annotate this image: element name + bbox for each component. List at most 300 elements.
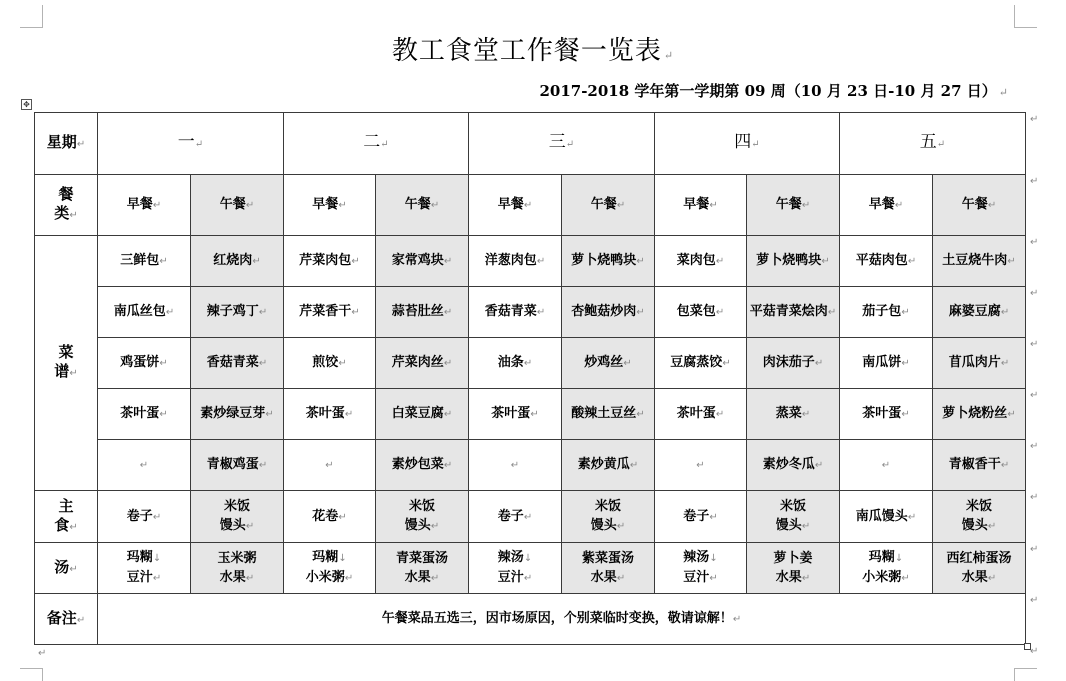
paragraph-mark: ↵ bbox=[430, 521, 440, 532]
day-header[interactable] bbox=[98, 113, 284, 175]
staple-item: 南瓜馒头 bbox=[855, 508, 908, 524]
staple-cell[interactable] bbox=[376, 491, 469, 543]
dish-name: 茄子包 bbox=[862, 304, 902, 319]
meal-label: 午餐 bbox=[404, 197, 431, 212]
soup-cell[interactable] bbox=[469, 543, 562, 594]
dish-cell[interactable] bbox=[840, 440, 933, 491]
staple-item: 馒头 bbox=[219, 518, 246, 533]
row-label-text: 食 bbox=[54, 515, 70, 534]
dish-cell[interactable] bbox=[98, 440, 191, 491]
staple-line bbox=[193, 516, 281, 536]
page-corner-bottom-left bbox=[20, 668, 43, 681]
paragraph-mark: ↵ bbox=[443, 460, 453, 471]
paragraph-mark: ↵ bbox=[709, 573, 718, 584]
soup-cell[interactable] bbox=[840, 543, 933, 594]
staple-line bbox=[378, 497, 466, 516]
paragraph-mark: ↵ bbox=[152, 573, 162, 584]
soup-line bbox=[842, 568, 930, 588]
dish-name: 素炒包菜 bbox=[391, 457, 444, 472]
paragraph-mark: ↵ bbox=[709, 511, 718, 523]
row-end-mark: ↵ bbox=[1030, 237, 1039, 248]
day-header[interactable] bbox=[655, 113, 840, 175]
paragraph-mark: ↵ bbox=[258, 307, 268, 318]
soup-cell[interactable] bbox=[284, 543, 376, 594]
soup-cell[interactable] bbox=[933, 543, 1026, 594]
dish-cell[interactable] bbox=[376, 440, 469, 491]
paragraph-mark: ↵ bbox=[1007, 409, 1016, 420]
lunch-header[interactable] bbox=[747, 175, 840, 236]
breakfast-header[interactable] bbox=[655, 175, 747, 236]
dish-cell[interactable] bbox=[747, 236, 840, 287]
paragraph-mark: ↵ bbox=[751, 139, 760, 150]
row-label-line bbox=[37, 362, 95, 383]
dish-cell[interactable] bbox=[376, 338, 469, 389]
table-row bbox=[35, 389, 1026, 440]
paragraph-mark: ↵ bbox=[245, 572, 255, 584]
staple-cell[interactable] bbox=[284, 491, 376, 543]
note-text: 午餐菜品五选三，因市场原因，个别菜临时变换，敬请谅解！ bbox=[381, 611, 733, 626]
paragraph-mark: ↵ bbox=[338, 200, 347, 211]
row-label-line bbox=[37, 558, 95, 579]
staple-item: 花卷 bbox=[312, 508, 339, 524]
dish-name: 茶叶蛋 bbox=[305, 406, 345, 421]
dish-cell[interactable] bbox=[840, 389, 933, 440]
lunch-header[interactable] bbox=[191, 175, 284, 236]
week-subtitle[interactable] bbox=[539, 80, 1008, 101]
soup-line bbox=[193, 549, 281, 568]
page-corner-top-left bbox=[20, 5, 43, 28]
row-label-text: 备注 bbox=[46, 608, 77, 627]
staple-cell[interactable] bbox=[98, 491, 191, 543]
paragraph-mark: ↵ bbox=[636, 409, 645, 420]
staple-item: 馒头 bbox=[961, 518, 988, 533]
meal-label: 午餐 bbox=[590, 197, 617, 212]
paragraph-mark: ↵ bbox=[443, 409, 453, 420]
dish-cell[interactable] bbox=[562, 338, 655, 389]
dish-cell[interactable] bbox=[562, 287, 655, 338]
staple-cell[interactable] bbox=[747, 491, 840, 543]
paragraph-mark: ↵ bbox=[722, 358, 731, 369]
note-cell[interactable] bbox=[98, 594, 1026, 645]
paragraph-mark: ↵ bbox=[523, 573, 533, 584]
soup-item: 水果 bbox=[590, 569, 617, 585]
dish-cell[interactable] bbox=[284, 287, 376, 338]
dish-cell[interactable] bbox=[840, 338, 933, 389]
paragraph-mark: ↵ bbox=[636, 256, 645, 267]
staple-line bbox=[378, 516, 466, 536]
soup-line bbox=[378, 568, 466, 588]
row-end-mark: ↵ bbox=[1030, 646, 1039, 657]
staple-item: 米饭 bbox=[779, 499, 806, 514]
row-label-line bbox=[37, 516, 95, 537]
dish-cell[interactable] bbox=[933, 287, 1026, 338]
row-end-mark: ↵ bbox=[1030, 595, 1039, 606]
staple-line bbox=[564, 497, 652, 516]
dish-name: 炒鸡丝 bbox=[584, 355, 624, 370]
dish-cell[interactable] bbox=[376, 236, 469, 287]
staple-item: 馒头 bbox=[775, 518, 802, 533]
paragraph-mark: ↵ bbox=[344, 409, 354, 420]
dish-cell[interactable] bbox=[98, 389, 191, 440]
dish-name: 茶叶蛋 bbox=[120, 406, 160, 421]
meal-label: 午餐 bbox=[775, 197, 802, 212]
row-label-line bbox=[37, 133, 95, 154]
day-header[interactable] bbox=[469, 113, 655, 175]
paragraph-mark: ↵ bbox=[430, 572, 440, 584]
soup-cell[interactable] bbox=[655, 543, 747, 594]
dish-name: 酸辣土豆丝 bbox=[571, 406, 637, 421]
paragraph-mark: ↵ bbox=[881, 460, 891, 471]
dish-cell[interactable] bbox=[747, 287, 840, 338]
soup-line bbox=[935, 568, 1023, 588]
menu-table bbox=[34, 112, 1026, 645]
dish-name: 芹菜肉包 bbox=[299, 253, 352, 268]
staple-item: 米饭 bbox=[965, 499, 992, 514]
dish-cell[interactable] bbox=[469, 236, 562, 287]
paragraph-mark: ↵ bbox=[76, 139, 86, 150]
dish-name: 包菜包 bbox=[676, 304, 716, 319]
dish-name: 茶叶蛋 bbox=[862, 406, 902, 421]
paragraph-mark: ↵ bbox=[443, 256, 453, 267]
soup-item: 辣汤 bbox=[683, 550, 710, 565]
soup-line bbox=[749, 568, 837, 588]
soup-item: 豆汁 bbox=[126, 570, 153, 585]
breakfast-header[interactable] bbox=[98, 175, 191, 236]
soup-cell[interactable] bbox=[191, 543, 284, 594]
row-label-text: 餐 bbox=[58, 185, 74, 203]
meal-label: 早餐 bbox=[126, 197, 153, 212]
staple-cell[interactable] bbox=[562, 491, 655, 543]
staple-line bbox=[935, 497, 1023, 516]
dish-cell[interactable] bbox=[747, 389, 840, 440]
dish-cell[interactable] bbox=[191, 287, 284, 338]
paragraph-mark: ↵ bbox=[344, 573, 354, 584]
page-corner-bottom-right bbox=[1014, 668, 1037, 681]
dish-cell[interactable] bbox=[191, 236, 284, 287]
dish-cell[interactable] bbox=[98, 287, 191, 338]
dish-name: 素炒冬瓜 bbox=[762, 457, 815, 472]
row-label-text: 主 bbox=[58, 496, 74, 515]
paragraph-mark: ↵ bbox=[510, 460, 520, 471]
soup-item: 豆汁 bbox=[683, 570, 710, 585]
paragraph-mark: ↵ bbox=[443, 307, 453, 318]
dish-name: 鸡蛋饼 bbox=[120, 355, 160, 370]
soup-item: 玛糊 bbox=[126, 550, 153, 565]
paragraph-mark: ↵ bbox=[380, 139, 389, 150]
dish-name: 蒸菜 bbox=[775, 406, 802, 421]
paragraph-mark: ↵ bbox=[351, 307, 360, 318]
soup-line bbox=[286, 548, 373, 568]
line-break-mark: ↓ bbox=[523, 553, 533, 564]
soup-line bbox=[842, 548, 930, 568]
soup-line bbox=[193, 568, 281, 588]
soup-line bbox=[471, 548, 559, 568]
row-label-text: 汤 bbox=[54, 557, 70, 576]
staple-cell[interactable] bbox=[933, 491, 1026, 543]
dish-name: 芹菜香干 bbox=[299, 304, 352, 319]
paragraph-mark: ↵ bbox=[139, 460, 149, 471]
paragraph-mark: ↵ bbox=[523, 358, 533, 369]
breakfast-header[interactable] bbox=[840, 175, 933, 236]
soup-cell[interactable] bbox=[98, 543, 191, 594]
paragraph-mark: ↵ bbox=[814, 358, 824, 369]
paragraph-mark: ↵ bbox=[69, 521, 78, 533]
dish-name: 白菜豆腐 bbox=[391, 406, 444, 421]
day-header[interactable] bbox=[284, 113, 469, 175]
paragraph-mark: ↵ bbox=[69, 563, 78, 575]
breakfast-header[interactable] bbox=[284, 175, 376, 236]
staple-item: 卷子 bbox=[683, 508, 710, 524]
staple-line bbox=[471, 507, 559, 527]
dish-cell[interactable] bbox=[655, 389, 747, 440]
dish-cell[interactable] bbox=[655, 236, 747, 287]
soup-cell[interactable] bbox=[562, 543, 655, 594]
table-move-handle-icon[interactable]: ✥ bbox=[21, 99, 32, 110]
lunch-header[interactable] bbox=[562, 175, 655, 236]
staple-line bbox=[286, 507, 373, 527]
row-end-mark: ↵ bbox=[1030, 492, 1039, 503]
soup-line bbox=[100, 568, 188, 588]
paragraph-mark: ↵ bbox=[987, 521, 997, 532]
table-row bbox=[35, 175, 1026, 236]
line-break-mark: ↓ bbox=[709, 553, 718, 564]
soup-line bbox=[657, 568, 744, 588]
soup-line bbox=[564, 549, 652, 568]
paragraph-mark: ↵ bbox=[636, 307, 645, 318]
dish-name: 香菇青菜 bbox=[484, 304, 537, 319]
paragraph-mark: ↵ bbox=[523, 511, 533, 523]
dish-name: 南瓜丝包 bbox=[113, 304, 166, 319]
dish-cell[interactable] bbox=[376, 287, 469, 338]
soup-item: 水果 bbox=[775, 569, 802, 585]
row-label[interactable] bbox=[35, 491, 98, 543]
dish-name: 蒜苔肚丝 bbox=[391, 304, 444, 319]
staple-item: 米饭 bbox=[408, 499, 435, 514]
paragraph-mark: ↵ bbox=[165, 307, 175, 318]
paragraph-mark: ↵ bbox=[901, 573, 910, 584]
day-label: 四 bbox=[734, 132, 752, 152]
dish-name: 肉沫茄子 bbox=[762, 355, 815, 370]
paragraph-mark: ↵ bbox=[565, 139, 575, 150]
day-label: 二 bbox=[363, 132, 381, 152]
lunch-header[interactable] bbox=[376, 175, 469, 236]
staple-cell[interactable] bbox=[840, 491, 933, 543]
dish-name: 三鲜包 bbox=[120, 253, 160, 268]
dish-cell[interactable] bbox=[284, 389, 376, 440]
dish-cell[interactable] bbox=[933, 389, 1026, 440]
paragraph-mark: ↵ bbox=[252, 256, 261, 267]
paragraph-mark: ↵ bbox=[1000, 358, 1010, 369]
row-label-text: 菜 bbox=[58, 343, 74, 361]
subtitle-text: 2017-2018 学年第一学期第 09 周（10 月 23 日-10 月 27 日） bbox=[539, 82, 997, 100]
dish-name: 平菇青菜烩肉 bbox=[749, 304, 828, 319]
paragraph-mark: ↵ bbox=[194, 139, 204, 150]
paragraph-mark: ↵ bbox=[245, 200, 255, 211]
soup-item: 水果 bbox=[961, 569, 988, 585]
dish-name: 萝卜烧鸭块 bbox=[756, 253, 822, 268]
paragraph-mark: ↵ bbox=[616, 572, 626, 584]
dish-cell[interactable] bbox=[191, 338, 284, 389]
dish-cell[interactable] bbox=[284, 338, 376, 389]
row-label[interactable] bbox=[35, 594, 98, 645]
staple-item: 米饭 bbox=[223, 499, 250, 514]
paragraph-mark: ↵ bbox=[801, 521, 811, 532]
staple-line bbox=[657, 507, 744, 527]
paragraph-mark: ↵ bbox=[827, 307, 837, 318]
table-row bbox=[35, 440, 1026, 491]
staple-line bbox=[842, 507, 930, 527]
paragraph-mark: ↵ bbox=[901, 307, 910, 318]
title-text: 教工食堂工作餐一览表 bbox=[391, 36, 662, 66]
soup-item: 辣汤 bbox=[497, 550, 524, 565]
meal-label: 午餐 bbox=[219, 197, 246, 212]
soup-line bbox=[564, 568, 652, 588]
staple-cell[interactable] bbox=[655, 491, 747, 543]
table-row bbox=[35, 491, 1026, 543]
dish-name: 香菇青菜 bbox=[206, 355, 259, 370]
paragraph-mark: ↵ bbox=[69, 368, 78, 379]
dish-cell[interactable] bbox=[655, 338, 747, 389]
dish-name: 茶叶蛋 bbox=[491, 406, 531, 421]
table-row bbox=[35, 594, 1026, 645]
paragraph-mark: ↵ bbox=[38, 648, 47, 659]
soup-line bbox=[100, 548, 188, 568]
day-header[interactable] bbox=[840, 113, 1026, 175]
paragraph-mark: ↵ bbox=[152, 511, 162, 523]
day-label: 五 bbox=[919, 132, 937, 152]
row-label-line bbox=[37, 204, 95, 225]
dish-cell[interactable] bbox=[98, 236, 191, 287]
dish-name: 平菇肉包 bbox=[855, 253, 908, 268]
dish-cell[interactable] bbox=[191, 440, 284, 491]
paragraph-mark: ↵ bbox=[430, 200, 440, 211]
paragraph-mark: ↵ bbox=[351, 256, 360, 267]
paragraph-mark: ↵ bbox=[616, 521, 626, 532]
soup-line bbox=[286, 568, 373, 588]
document-title[interactable] bbox=[0, 30, 1066, 67]
staple-line bbox=[935, 516, 1023, 536]
dish-name: 萝卜烧粉丝 bbox=[942, 406, 1008, 421]
meal-label: 早餐 bbox=[312, 197, 339, 212]
paragraph-mark: ↵ bbox=[1007, 256, 1016, 267]
dish-name: 南瓜饼 bbox=[862, 355, 902, 370]
dish-name: 油条 bbox=[497, 355, 524, 370]
row-label[interactable] bbox=[35, 175, 98, 236]
line-break-mark: ↓ bbox=[338, 553, 347, 564]
staple-line bbox=[100, 507, 188, 527]
dish-cell[interactable] bbox=[747, 440, 840, 491]
paragraph-mark: ↵ bbox=[325, 460, 334, 471]
staple-cell[interactable] bbox=[469, 491, 562, 543]
soup-cell[interactable] bbox=[376, 543, 469, 594]
paragraph-mark: ↵ bbox=[715, 409, 725, 420]
soup-item: 西红柿蛋汤 bbox=[946, 550, 1012, 566]
dish-name: 煎饺 bbox=[312, 355, 339, 370]
soup-line bbox=[378, 549, 466, 568]
dish-cell[interactable] bbox=[655, 440, 747, 491]
dish-name: 芹菜肉丝 bbox=[391, 355, 444, 370]
paragraph-mark: ↵ bbox=[732, 614, 742, 625]
paragraph-mark: ↵ bbox=[536, 307, 546, 318]
dish-cell[interactable] bbox=[562, 389, 655, 440]
soup-cell[interactable] bbox=[747, 543, 840, 594]
menu-table-body bbox=[35, 113, 1026, 645]
soup-item: 玛糊 bbox=[312, 550, 339, 565]
dish-cell[interactable] bbox=[98, 338, 191, 389]
row-label-text: 类 bbox=[54, 204, 70, 222]
dish-cell[interactable] bbox=[562, 440, 655, 491]
dish-cell[interactable] bbox=[933, 338, 1026, 389]
line-break-mark: ↓ bbox=[152, 553, 162, 564]
paragraph-mark: ↵ bbox=[338, 511, 347, 523]
dish-cell[interactable] bbox=[376, 389, 469, 440]
dish-cell[interactable] bbox=[284, 440, 376, 491]
paragraph-mark: ↵ bbox=[715, 307, 725, 318]
paragraph-mark: ↵ bbox=[696, 460, 705, 471]
dish-cell[interactable] bbox=[469, 287, 562, 338]
paragraph-mark: ↵ bbox=[258, 460, 268, 471]
row-label[interactable] bbox=[35, 543, 98, 594]
soup-item: 水果 bbox=[219, 569, 246, 585]
dish-cell[interactable] bbox=[655, 287, 747, 338]
dish-cell[interactable] bbox=[747, 338, 840, 389]
staple-cell[interactable] bbox=[191, 491, 284, 543]
dish-cell[interactable] bbox=[840, 287, 933, 338]
dish-name: 杏鲍菇炒肉 bbox=[571, 304, 637, 319]
staple-line bbox=[564, 516, 652, 536]
dish-cell[interactable] bbox=[469, 389, 562, 440]
soup-item: 青菜蛋汤 bbox=[395, 550, 448, 566]
dish-cell[interactable] bbox=[284, 236, 376, 287]
paragraph-mark: ↵ bbox=[159, 256, 168, 267]
meal-label: 早餐 bbox=[683, 197, 710, 212]
row-end-mark: ↵ bbox=[1030, 390, 1039, 401]
paragraph-mark: ↵ bbox=[152, 200, 162, 211]
soup-item: 水果 bbox=[404, 569, 431, 585]
dish-name: 土豆烧牛肉 bbox=[942, 253, 1008, 268]
dish-name: 菜肉包 bbox=[676, 253, 716, 268]
row-label[interactable] bbox=[35, 113, 98, 175]
lunch-header[interactable] bbox=[933, 175, 1026, 236]
paragraph-mark: ↵ bbox=[663, 49, 675, 62]
dish-name: 素炒黄瓜 bbox=[577, 457, 630, 472]
dish-cell[interactable] bbox=[191, 389, 284, 440]
breakfast-header[interactable] bbox=[469, 175, 562, 236]
dish-cell[interactable] bbox=[469, 338, 562, 389]
paragraph-mark: ↵ bbox=[159, 409, 168, 420]
table-row bbox=[35, 287, 1026, 338]
dish-cell[interactable] bbox=[469, 440, 562, 491]
table-row bbox=[35, 236, 1026, 287]
staple-item: 卷子 bbox=[497, 508, 524, 524]
row-label[interactable] bbox=[35, 236, 98, 491]
paragraph-mark: ↵ bbox=[987, 200, 997, 211]
soup-item: 小米粥 bbox=[862, 570, 902, 585]
dish-cell[interactable] bbox=[933, 236, 1026, 287]
staple-line bbox=[193, 497, 281, 516]
soup-item: 萝卜姜 bbox=[773, 550, 813, 566]
dish-name: 辣子鸡丁 bbox=[206, 304, 259, 319]
staple-item: 米饭 bbox=[594, 499, 621, 514]
paragraph-mark: ↵ bbox=[530, 409, 539, 420]
staple-item: 馒头 bbox=[404, 518, 431, 533]
page-corner-top-right bbox=[1014, 5, 1037, 28]
soup-line bbox=[471, 568, 559, 588]
dish-cell[interactable] bbox=[562, 236, 655, 287]
dish-cell[interactable] bbox=[933, 440, 1026, 491]
dish-cell[interactable] bbox=[840, 236, 933, 287]
paragraph-mark: ↵ bbox=[901, 358, 910, 369]
